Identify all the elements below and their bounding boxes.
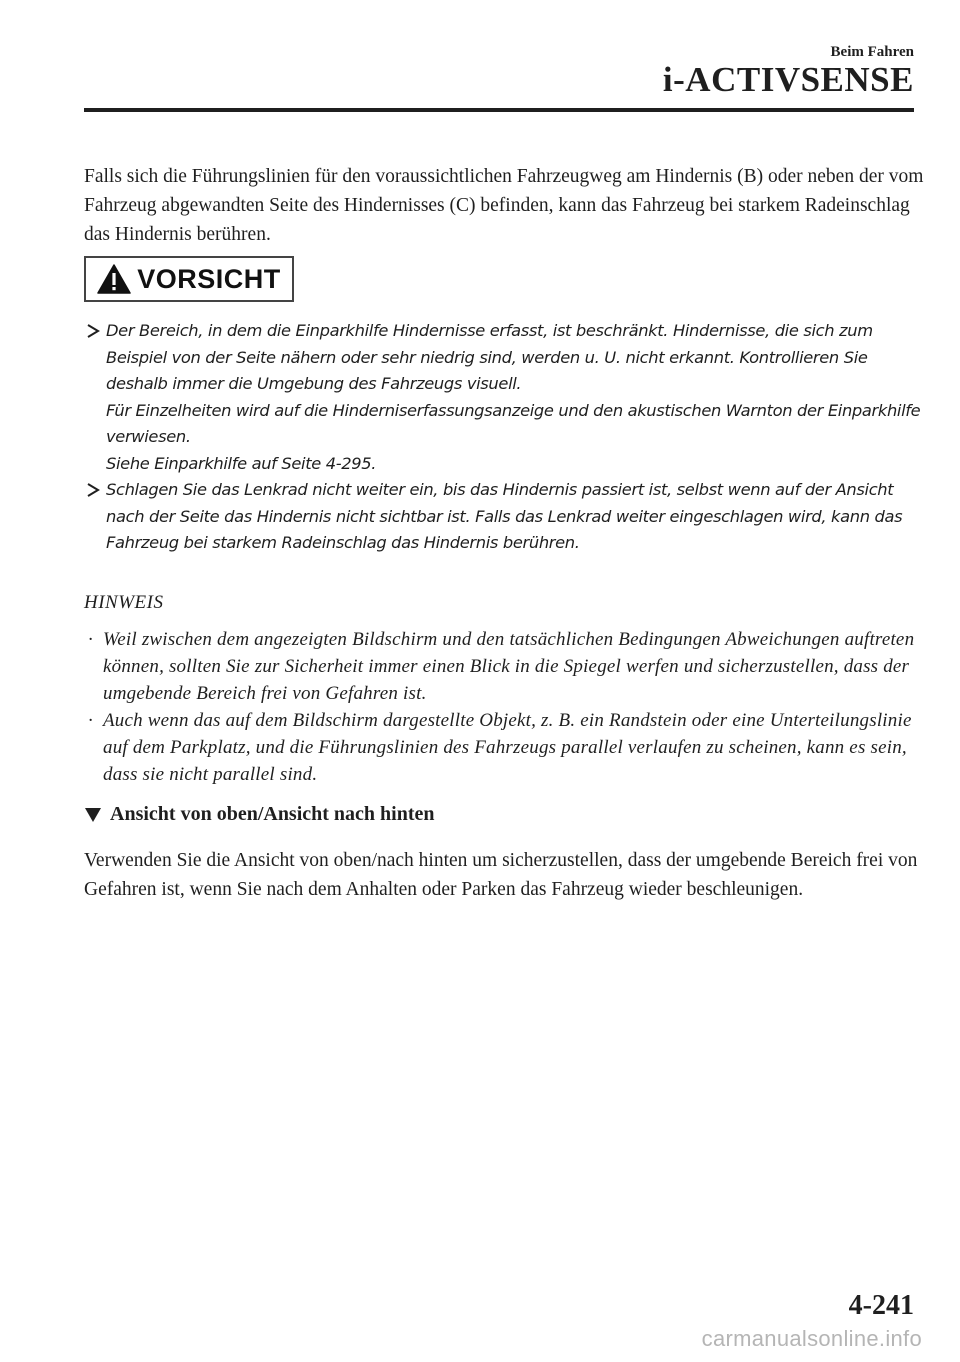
caution-item-text: Schlagen Sie das Lenkrad nicht weiter ein, bis das Hindernis passiert ist, selbst wenn auf der Ansicht nach der Seite das Hindernis nicht sichtbar ist. Falls das Lenkrad weiter eingeschlagen wird, kann das Fahrzeug bei starkem Radeinschlag das Hindernis berühren. xyxy=(106,480,903,552)
note-item xyxy=(84,707,924,788)
note-bullet: · xyxy=(88,710,93,731)
caution-item xyxy=(84,477,924,557)
down-triangle-icon xyxy=(84,807,102,823)
caution-item-text: Für Einzelheiten wird auf die Hinderniserfassungsanzeige und den akustischen Warnton der Einparkhilfe verwiesen. xyxy=(106,400,921,446)
note-bullet: · xyxy=(88,629,93,650)
header-rule xyxy=(84,108,914,112)
header-section-title: Beim Fahren xyxy=(830,44,914,60)
caution-list xyxy=(84,318,924,557)
warning-triangle-icon xyxy=(97,264,131,294)
page-number: 4-241 xyxy=(848,1290,914,1321)
arrow-bullet-icon xyxy=(86,324,100,338)
note-item-text: Auch wenn das auf dem Bildschirm dargestellte Objekt, z. B. ein Randstein oder eine Unterteilungslinie auf dem Parkplatz, und die Führungslinien des Fahrzeugs parallel verlaufen zu scheinen, kann es sein, dass sie nicht parallel sind. xyxy=(103,710,912,785)
header-chapter-title: i-ACTIVSENSE xyxy=(662,60,914,99)
note-list xyxy=(84,626,924,788)
section-body: Verwenden Sie die Ansicht von oben/nach hinten um sicherzustellen, dass der umgebende Bereich frei von Gefahren ist, wenn Sie nach dem Anhalten oder Parken das Fahrzeug wieder beschleunigen. xyxy=(84,850,918,900)
intro-paragraph: Falls sich die Führungslinien für den voraussichtlichen Fahrzeugweg am Hindernis (B) oder neben der vom Fahrzeug abgewandten Seite des Hindernisses (C) befinden, kann das Fahrzeug bei starkem Radeinschlag das Hindernis berühren. xyxy=(84,166,924,245)
section-heading xyxy=(84,803,435,826)
note-title: HINWEIS xyxy=(84,592,164,613)
caution-item-text: Siehe Einparkhilfe auf Seite 4-295. xyxy=(106,453,377,473)
caution-label: VORSICHT xyxy=(137,263,281,294)
caution-box xyxy=(84,256,294,302)
note-item xyxy=(84,626,924,707)
caution-item-text: Der Bereich, in dem die Einparkhilfe Hindernisse erfasst, ist beschränkt. Hindernisse, die sich zum Beispiel von der Seite nähern oder sehr niedrig sind, werden u. U. nicht erkannt. Kontrollieren Sie deshalb immer die Umgebung des Fahrzeugs visuell. xyxy=(106,321,873,393)
caution-item xyxy=(84,318,924,477)
watermark: carmanualsonline.info xyxy=(701,1326,922,1351)
section-heading-text: Ansicht von oben/Ansicht nach hinten xyxy=(110,803,435,825)
note-item-text: Weil zwischen dem angezeigten Bildschirm und den tatsächlichen Bedingungen Abweichungen auftreten können, sollten Sie zur Sicherheit immer einen Blick in die Spiegel werfen und sicherzustellen, dass der umgebende Bereich frei von Gefahren ist. xyxy=(103,629,915,704)
arrow-bullet-icon xyxy=(86,483,100,497)
